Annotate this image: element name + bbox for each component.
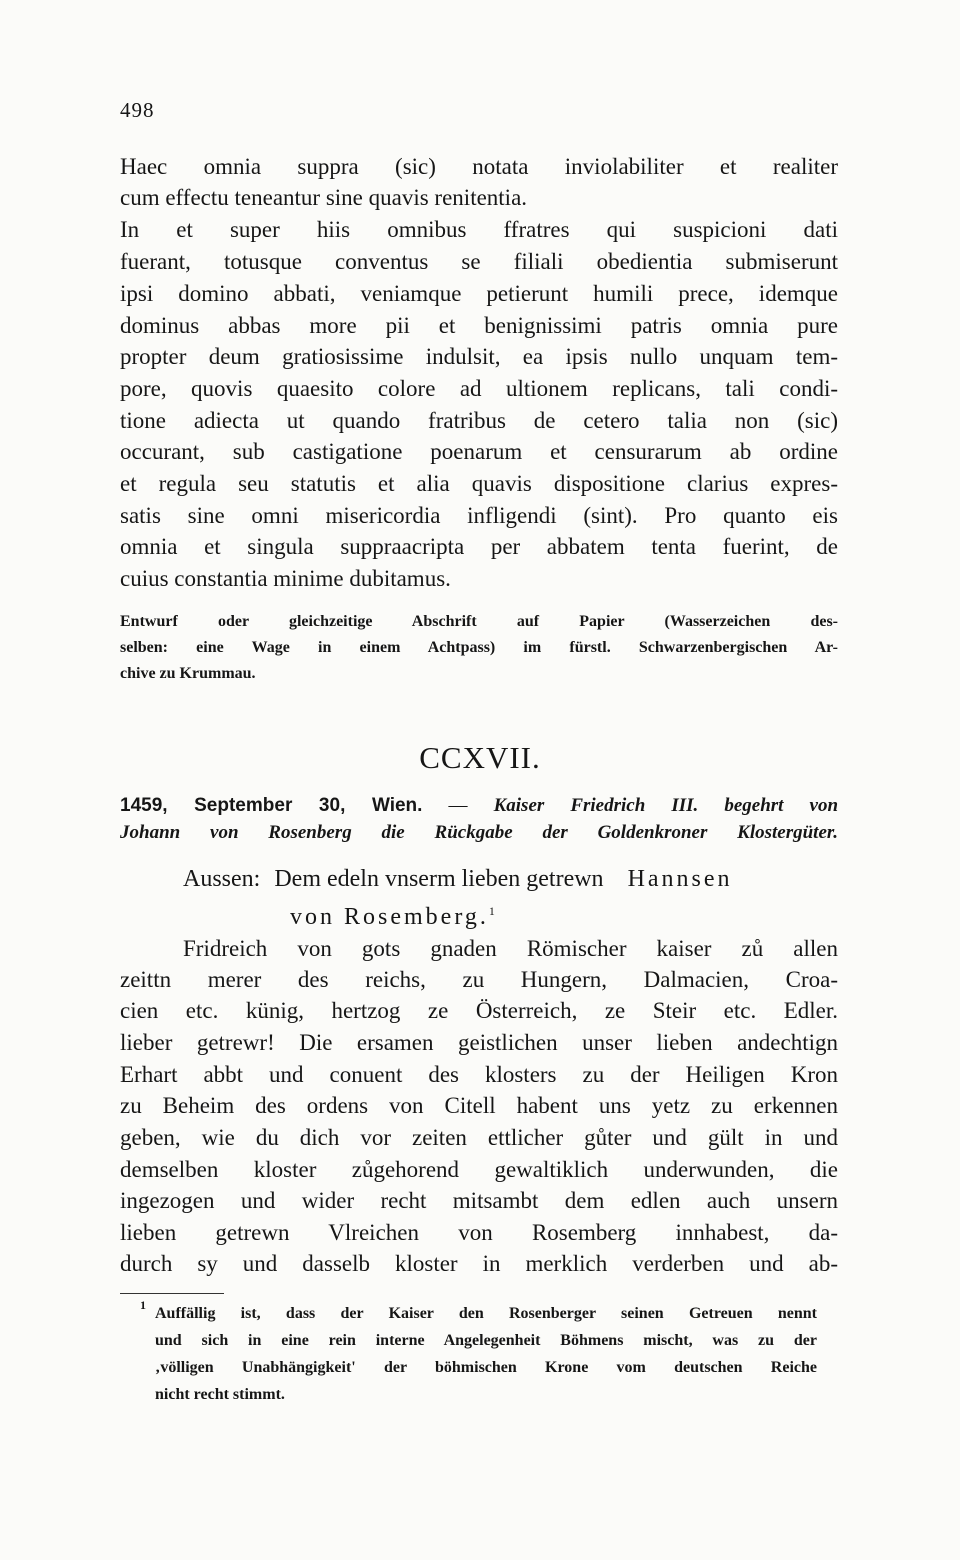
- address-text-2: von Rosemberg.: [290, 904, 489, 930]
- footnote-mark: 1: [140, 1298, 146, 1312]
- body-line: ipsi domino abbati, veniamque petierunt humili prece, idemque: [120, 281, 838, 306]
- letter-line: cien etc. künig, hertzog ze Österreich, ze Steir etc. Edler.: [120, 998, 838, 1023]
- address-text: Dem edeln vnserm lieben getrewn: [274, 866, 604, 892]
- dateline-dash: —: [448, 795, 468, 816]
- letter-line: lieben getrewn Vlreichen von Rosemberg innhabest, da-: [120, 1220, 838, 1245]
- address-name: Hannsen: [627, 866, 733, 892]
- letter-line: demselben kloster zůgehorend gewaltiklich underwunden, die: [120, 1157, 838, 1182]
- footnote-line: Auffällig ist, dass der Kaiser den Rosenberger seinen Getreuen nennt: [155, 1305, 817, 1322]
- body-line: pore, quovis quaesito colore ad ultionem replicans, tali condi-: [120, 376, 838, 401]
- letter-line: lieber getrewr! Die ersamen geistlichen unser lieben andechtign: [120, 1030, 838, 1055]
- dateline-title-part2: Johann von Rosenberg die Rückgabe der Goldenkroner Klostergüter.: [120, 822, 838, 843]
- page-number: 498: [120, 98, 155, 122]
- body-line: occurant, sub castigatione poenarum et censurarum ab ordine: [120, 439, 838, 464]
- dateline-continued: [120, 819, 838, 847]
- body-line: omnia et singula suppraacripta per abbatem tenta fuerint, de: [120, 534, 838, 559]
- document-number-heading: CCXVII.: [419, 740, 541, 775]
- body-line: dominus abbas more pii et benignissimi patris omnia pure: [120, 313, 838, 338]
- body-line: fuerant, totusque conventus se filiali obedientia submiserunt: [120, 249, 838, 274]
- address-line-2: [290, 896, 838, 932]
- source-note-line: selben: eine Wage in einem Achtpass) im fürstl. Schwarzenbergischen Ar-: [120, 639, 838, 656]
- body-line: satis sine omni misericordia infligendi (sint). Pro quanto eis: [120, 503, 838, 528]
- letter-line: ingezogen und wider recht mitsambt dem edlen auch unsern: [120, 1188, 838, 1213]
- address-line-1: [183, 864, 838, 894]
- footnote-line: ‚völligen Unabhängigkeit' der böhmischen Krone vom deutschen Reiche: [155, 1359, 817, 1376]
- footnote-ref: 1: [488, 904, 495, 918]
- dateline-title-part1: Kaiser Friedrich III. begehrt von: [493, 795, 839, 816]
- letter-line: Fridreich von gots gnaden Römischer kaiser zů allen: [183, 936, 838, 961]
- letter-line: geben, wie du dich vor zeiten ettlicher gůter und gült in und: [120, 1125, 838, 1150]
- address-label: Aussen:: [183, 866, 261, 892]
- body-line: In et super hiis omnibus ffratres qui suspicioni dati: [120, 217, 838, 242]
- source-note-line: Entwurf oder gleichzeitige Abschrift auf Papier (Wasserzeichen des-: [120, 613, 838, 630]
- body-line: cum effectu teneantur sine quavis renitentia.: [120, 185, 528, 210]
- footnote-line: und sich in eine rein interne Angelegenheit Böhmens mischt, was zu der: [155, 1332, 817, 1349]
- body-line: propter deum gratiosissime indulsit, ea ipsis nullo unquam tem-: [120, 344, 838, 369]
- letter-line: zu Beheim des ordens von Citell habent uns yetz zu erkennen: [120, 1093, 838, 1118]
- body-line: tione adiecta ut quando fratribus de cetero talia non (sic): [120, 408, 838, 433]
- letter-line: Erhart abbt und conuent des klosters zu der Heiligen Kron: [120, 1062, 838, 1087]
- letter-line: durch sy und dasselb kloster in merklich verderben und ab-: [120, 1251, 838, 1276]
- body-line: et regula seu statutis et alia quavis dispositione clarius expres-: [120, 471, 838, 496]
- body-line: cuius constantia minime dubitamus.: [120, 566, 451, 591]
- dateline: [120, 792, 838, 820]
- dateline-date: 1459, September 30, Wien.: [120, 795, 423, 816]
- source-note-line: chive zu Krummau.: [120, 665, 256, 682]
- letter-line: zeittn merer des reichs, zu Hungern, Dalmacien, Croa-: [120, 967, 838, 992]
- footnote-rule: [120, 1293, 224, 1294]
- body-line: Haec omnia suppra (sic) notata inviolabiliter et realiter: [120, 154, 838, 179]
- footnote-line: nicht recht stimmt.: [155, 1386, 285, 1403]
